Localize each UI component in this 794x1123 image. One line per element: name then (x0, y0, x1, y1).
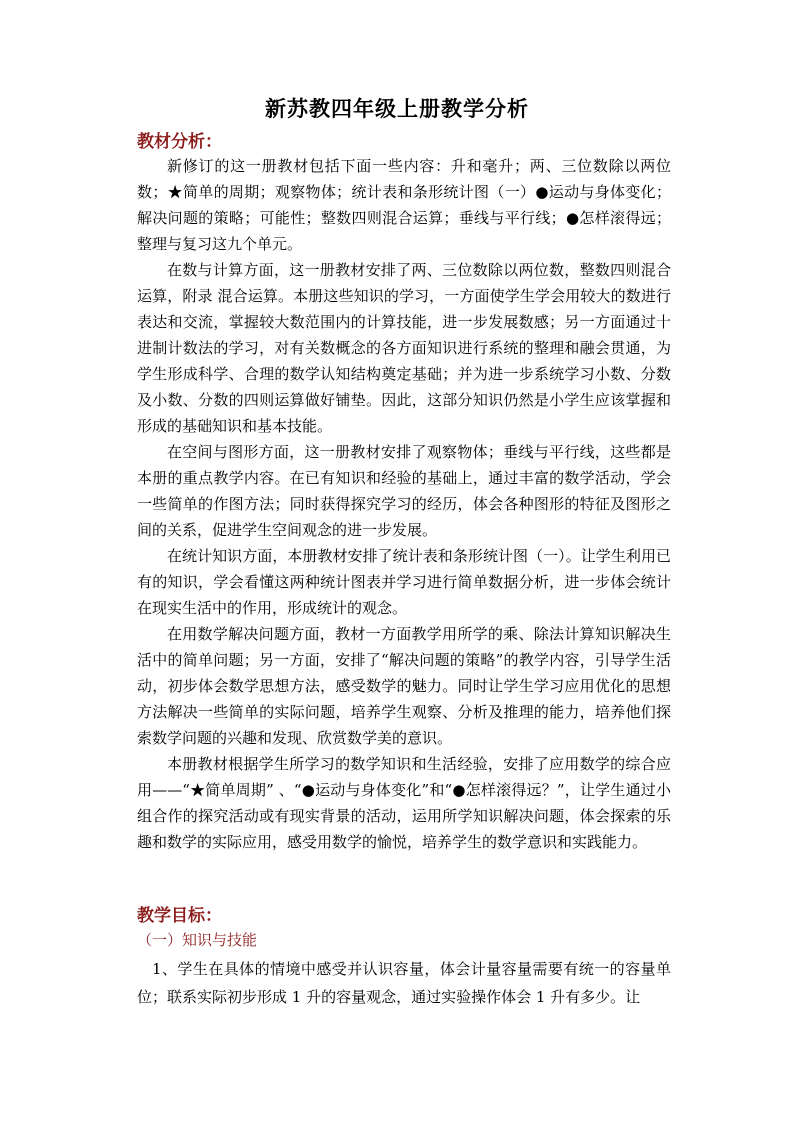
paragraph-number-calculation: 在数与计算方面，这一册教材安排了两、三位数除以两位数，整数四则混合运算，附录 混合运算。本册这些知识的学习，一方面使学生学会用较大的数进行表达和交流，掌握较大数范围内的计算技能，进一步发展数感；另一方面通过十进制计数法的学习，对有关数概念的各方面知识进行系统的整理和融会贯通，为学生形成科学、合理的数学认知结构奠定基础；并为进一步系统学习小数、分数及小数、分数的四则运算做好铺垫。因此，这部分知识仍然是小学生应该掌握和形成的基础知识和基本技能。 (137, 261, 671, 435)
paragraph-goal-1: 1、学生在具体的情境中感受并认识容量，体会计量容量需要有统一的容量单位；联系实际初步形成 1 升的容量观念，通过实验操作体会 1 升有多少。让 (137, 960, 671, 1006)
section-heading-textbook-analysis: 教材分析： (137, 132, 222, 152)
paragraph-statistics: 在统计知识方面，本册教材安排了统计表和条形统计图（一）。让学生利用已有的知识，学会看懂这两种统计图表并学习进行简单数据分析，进一步体会统计在现实生活中的作用，形成统计的观念。 (137, 547, 671, 617)
section-body-teaching-goals (137, 955, 671, 1011)
subheading-knowledge-skills: （一）知识与技能 (137, 931, 258, 949)
document-title: 新苏教四年级上册教学分析 (265, 96, 529, 121)
paragraph-contents: 新修订的这一册教材包括下面一些内容：升和毫升；两、三位数除以两位数；★简单的周期；观察物体；统计表和条形统计图（一）●运动与身体变化；解决问题的策略；可能性；整数四则混合运算；垂线与平行线；●怎样滚得远；整理与复习这九个单元。 (137, 157, 671, 253)
paragraph-applied-math: 本册教材根据学生所学习的数学知识和生活经验，安排了应用数学的综合应用——“★简单周期” 、“●运动与身体变化”和“●怎样滚得远？”，让学生通过小组合作的探究活动或有现实背景的活动，运用所学知识解决问题，体会探索的乐趣和数学的实际应用，感受用数学的愉悦，培养学生的数学意识和实践能力。 (137, 755, 671, 851)
paragraph-problem-solving: 在用数学解决问题方面，教材一方面教学用所学的乘、除法计算知识解决生活中的简单问题；另一方面，安排了“解决问题的策略”的教学内容，引导学生活动，初步体会数学思想方法，感受数学的魅力。同时让学生学习应用优化的思想方法解决一些简单的实际问题，培养学生观察、分析及推理的能力，培养他们探索数学问题的兴趣和发现、欣赏数学美的意识。 (137, 625, 671, 747)
section-heading-teaching-goals: 教学目标： (137, 906, 222, 926)
paragraph-space-geometry: 在空间与图形方面，这一册教材安排了观察物体；垂线与平行线，这些都是本册的重点教学内容。在已有知识和经验的基础上，通过丰富的数学活动，学会一些简单的作图方法；同时获得探究学习的经历，体会各种图形的特征及图形之间的关系，促进学生空间观念的进一步发展。 (137, 443, 671, 539)
section-body-textbook-analysis (137, 153, 671, 855)
